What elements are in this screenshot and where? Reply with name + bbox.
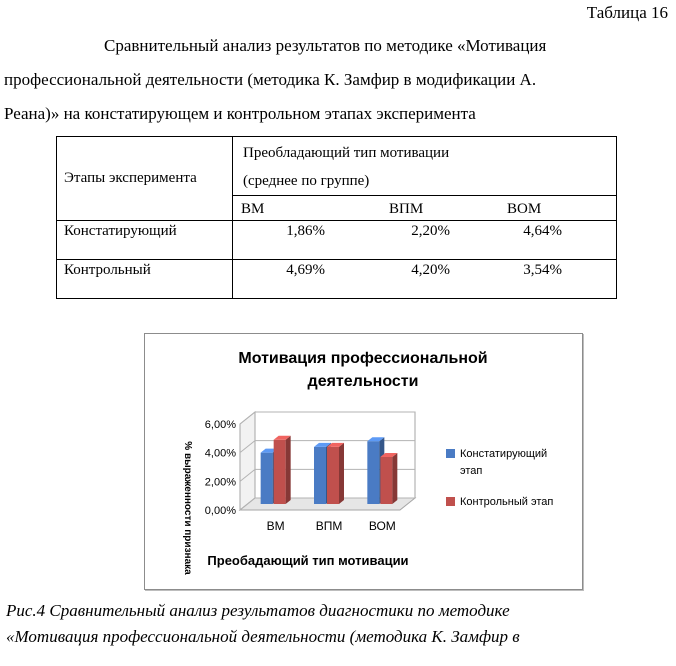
legend-label: Констатирующий этап: [460, 448, 548, 477]
bar-side: [286, 436, 291, 504]
values-cell: [233, 221, 617, 260]
caption-line-1: Рис.4 Сравнительный анализ результатов диагностики по методике: [6, 601, 510, 620]
bar: [274, 436, 291, 504]
chart-side-wall: [240, 412, 255, 510]
bar: [327, 443, 344, 504]
y-tick-label: 4,00%: [204, 447, 236, 460]
chart-title-line-1: Мотивация профессиональной: [238, 350, 488, 367]
value-cell: 4,69%: [286, 262, 325, 278]
stage-header-label: Этапы эксперимента: [64, 170, 197, 186]
motivation-header-line-1: Преобладающий тип мотивации: [243, 145, 450, 161]
subheader-vm: ВМ: [241, 201, 265, 217]
figure-caption: [6, 598, 666, 650]
motivation-header-line-2: (среднее по группе): [243, 173, 370, 189]
legend-label: Контрольный этап: [460, 496, 554, 508]
bar: [380, 453, 397, 504]
table-title-line-3: Реана)» на констатирующем и контрольном этапах эксперимента: [4, 104, 476, 123]
stage-cell: Контрольный: [57, 260, 233, 299]
table-title-line-1: Сравнительный анализ результатов по методике «Мотивация: [104, 36, 547, 55]
stage-cell: Констатирующий: [57, 221, 233, 260]
value-cell: 3,54%: [523, 262, 562, 278]
motivation-header-cell: [233, 137, 617, 196]
x-tick-label: ВМ: [266, 519, 285, 533]
value-cell: 4,20%: [411, 262, 450, 278]
table-row: [57, 221, 617, 260]
subheader-vpm: ВПМ: [389, 201, 424, 217]
chart-container: [144, 333, 583, 590]
legend-swatch: [446, 497, 455, 506]
bar-front: [274, 440, 286, 504]
y-tick-label: 6,00%: [204, 419, 236, 431]
bar-front: [314, 447, 326, 504]
bar-front: [261, 453, 273, 504]
bar-chart: [145, 334, 582, 589]
bar-side: [339, 443, 344, 504]
value-cell: 2,20%: [411, 223, 450, 239]
table-title-line-2: профессиональной деятельности (методика К. Замфир в модификации А.: [4, 70, 537, 89]
results-table: [56, 136, 617, 299]
x-tick-label: ВОМ: [368, 519, 396, 533]
x-tick-label: ВПМ: [315, 519, 343, 533]
bar-front: [327, 447, 339, 504]
x-axis-title: Преобадающий тип мотивации: [207, 553, 409, 568]
legend-swatch: [446, 449, 455, 458]
values-cell: [233, 260, 617, 299]
y-tick-label: 0,00%: [204, 505, 236, 517]
value-cell: 1,86%: [286, 223, 325, 239]
table-number: Таблица 16: [586, 3, 668, 22]
caption-line-2: «Мотивация профессиональной деятельности (методика К. Замфир в: [6, 627, 520, 646]
y-axis-title: % выраженности признака: [182, 441, 193, 575]
bar-front: [367, 441, 379, 504]
bar-front: [380, 457, 392, 504]
subheader-vom: ВОМ: [507, 201, 542, 217]
y-tick-label: 2,00%: [204, 476, 236, 489]
value-cell: 4,64%: [523, 223, 562, 239]
stage-header-cell: [57, 137, 233, 221]
chart-title-line-2: деятельности: [307, 373, 419, 390]
subheader-cell: [233, 196, 617, 221]
bar-side: [392, 453, 397, 504]
table-row: [57, 260, 617, 299]
